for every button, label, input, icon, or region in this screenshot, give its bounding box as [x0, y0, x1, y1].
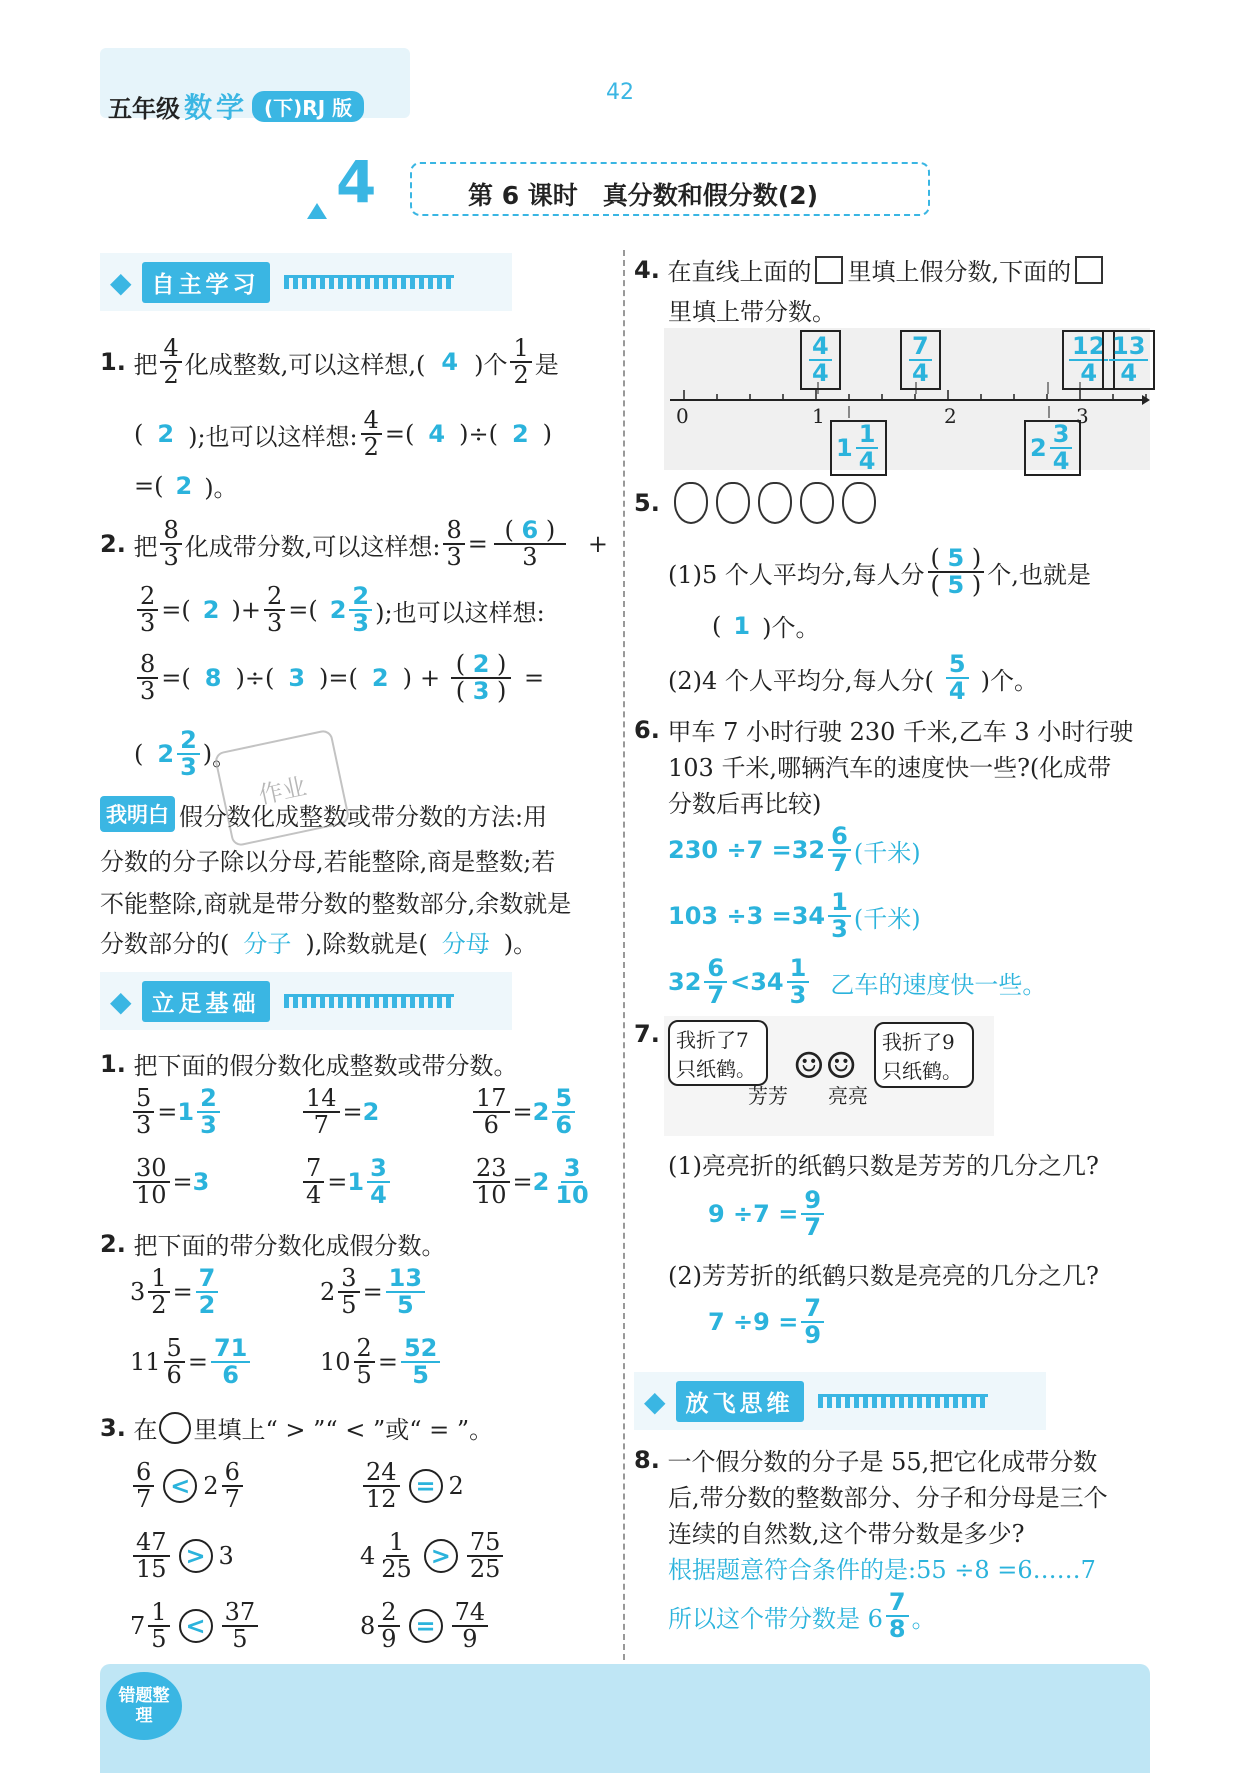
compare-circle[interactable]: = — [409, 1609, 443, 1643]
q8-line3: 连续的自然数,这个带分数是多少? — [668, 1520, 1025, 1548]
circle-placeholder — [159, 1412, 191, 1444]
error-review-badge: 错题整理 — [106, 1672, 182, 1740]
answer-box: $\frac{12}{4}$ — [1062, 330, 1115, 390]
speech-bubble-liangliang: 我折了9 只纸鹤。 — [874, 1022, 974, 1088]
tick-label: 0 — [676, 404, 689, 428]
compare-circle[interactable]: > — [179, 1539, 213, 1573]
tick-label: 2 — [944, 404, 957, 428]
b1-row2: $\frac{30}{10}$ = 3 $\frac{7}{4}$ = 1 $\frac{3}{4}$ $\frac{23}{10}$ = 2 $\frac{3}{10}$ — [130, 1156, 600, 1208]
q8-ans1: 根据题意符合条件的是:55 ÷8 =6……7 — [668, 1556, 1096, 1584]
q6-ans2: 103 ÷3 =34 $\frac{1}{3}$ (千米) — [668, 888, 921, 944]
b3-row2: $\frac{47}{15}$ > 3 4 $\frac{1}{25}$ > $\frac{75}{25}$ — [130, 1530, 506, 1582]
tip-line4: 分数部分的( 分子 ),除数就是( 分母 )。 — [100, 930, 538, 958]
q1-line2: ( 2 );也可以这样想: $\frac{4}{2}$ =( 4 )÷( 2 ) — [134, 406, 553, 462]
b1-title: 1. 把下面的假分数化成整数或带分数。 — [100, 1049, 518, 1080]
answer-box — [815, 256, 843, 284]
q6-line3: 分数后再比较) — [668, 790, 822, 818]
q8-line2: 后,带分数的整数部分、分子和分母是三个 — [668, 1484, 1108, 1512]
speech-bubble-fangfang: 我折了7 只纸鹤。 — [668, 1020, 768, 1086]
answer-box: 1 $\frac{1}{4}$ — [830, 420, 887, 476]
b2-row1: 3 $\frac{1}{2}$ = $\frac{7}{2}$ 2 $\frac{3}{5}$ = $\frac{13}{5}$ — [130, 1266, 428, 1318]
compare-circle[interactable]: > — [424, 1539, 458, 1573]
q7-ans2: 7 ÷9 = $\frac{7}{9}$ — [708, 1296, 827, 1348]
q5-pears: 5. — [634, 482, 884, 524]
answer-box: $\frac{4}{4}$ — [800, 330, 841, 390]
b2-title: 2. 把下面的带分数化成假分数。 — [100, 1229, 446, 1260]
q8-ans2: 所以这个带分数是 6 $\frac{7}{8}$ 。 — [668, 1588, 936, 1644]
tick-label: 3 — [1076, 404, 1089, 428]
q6-ans3: 32 $\frac{6}{7}$ <34 $\frac{1}{3}$ 乙车的速度快一些。 — [668, 954, 1047, 1010]
compare-circle[interactable]: < — [163, 1469, 197, 1503]
tip-line1: 我明白 假分数化成整数或带分数的方法:用 — [100, 796, 547, 832]
page-number: 42 — [606, 80, 634, 105]
tip-line3: 不能整除,商就是带分数的整数部分,余数就是 — [100, 890, 572, 918]
lesson-title: 第 6 课时 真分数和假分数(2) — [468, 181, 819, 210]
section-self-study: ◆ 自主学习 — [100, 253, 512, 311]
pear-icon — [674, 482, 708, 524]
pear-icon — [716, 482, 750, 524]
compare-circle[interactable]: < — [179, 1609, 213, 1643]
q2-line2: $\frac{2}{3}$ =( 2 )+ $\frac{2}{3}$ =( 2 $\frac{2}{3}$ );也可以这样想: — [134, 584, 545, 636]
pear-icon — [800, 482, 834, 524]
section-thinking: ◆ 放飞思维 — [634, 1372, 1046, 1430]
q6-ans1: 230 ÷7 =32 $\frac{6}{7}$ (千米) — [668, 822, 921, 878]
q2-line4: ( 2 $\frac{2}{3}$ ) 。 — [134, 726, 237, 782]
answer-box: 2 $\frac{3}{4}$ — [1024, 420, 1081, 476]
q7-number: 7. — [634, 1020, 660, 1048]
b1-row1: $\frac{5}{3}$ = 1 $\frac{2}{3}$ $\frac{14}{7}$ = 2 $\frac{17}{6}$ = 2 $\frac{5}{6}$ — [130, 1086, 600, 1138]
answer-box: $\frac{7}{4}$ — [900, 330, 941, 390]
column-divider — [623, 250, 625, 1660]
answer-box — [1075, 256, 1103, 284]
q1-line3: =( 2 )。 — [134, 471, 238, 502]
q5-line3: (2)4 个人平均分,每人分( $\frac{5}{4}$ )个。 — [668, 650, 1038, 706]
b3-row3: 7 $\frac{1}{5}$ < $\frac{37}{5}$ 8 $\frac{2}{9}$ = $\frac{74}{9}$ — [130, 1600, 491, 1652]
answer-box: $\frac{13}{4}$ — [1102, 330, 1155, 390]
b2-row2: 11 $\frac{5}{6}$ = $\frac{71}{6}$ 10 $\frac{2}{5}$ = $\frac{52}{5}$ — [130, 1336, 443, 1388]
q1-line1: 1. 把 $\frac{4}{2}$ 化成整数,可以这样想,( 4 )个 $\frac{1}{2}$ 是 — [100, 334, 559, 390]
q7-names: 芳芳 亮亮 — [748, 1084, 868, 1108]
q4-line2: 里填上带分数。 — [668, 298, 836, 326]
section-basics: ◆ 立足基础 — [100, 972, 512, 1030]
q4-line1: 4. 在直线上面的 里填上假分数,下面的 — [634, 252, 1107, 287]
tip-badge: 我明白 — [100, 796, 175, 832]
q6-line1: 6. 甲车 7 小时行驶 230 千米,乙车 3 小时行驶 — [634, 715, 1134, 746]
q2-line3: $\frac{8}{3}$ = ( 8 )÷( 3 )=( 2 ) + $\frac{( 2 )}{( 3 )}$ = — [134, 652, 544, 704]
unit-number: 4 — [336, 148, 377, 216]
error-review-area — [100, 1664, 1150, 1773]
pear-icon — [842, 482, 876, 524]
q8-line1: 8. 一个假分数的分子是 55,把它化成带分数 — [634, 1445, 1098, 1476]
q5-line1: (1)5 个人平均分,每人分 $\frac{( 5 )}{( 5 )}$ 个,也就是 — [668, 544, 1091, 600]
compare-circle[interactable]: = — [409, 1469, 443, 1503]
q7-sub2: (2)芳芳折的纸鹤只数是亮亮的几分之几? — [668, 1262, 1099, 1290]
q7-ans1: 9 ÷7 = $\frac{9}{7}$ — [708, 1188, 827, 1240]
bird-icon: ◆ — [644, 1384, 666, 1418]
bird-icon: ◆ — [110, 984, 132, 1018]
q2-line1: 2. 把 $\frac{8}{3}$ 化成带分数,可以这样想: $\frac{8}{3}$ = $\frac{( 6 )}{3}$ + — [100, 516, 608, 572]
pear-icon — [758, 482, 792, 524]
triangle-icon — [307, 203, 327, 219]
tip-line2: 分数的分子除以分母,若能整除,商是整数;若 — [100, 848, 556, 876]
q6-line2: 103 千米,哪辆汽车的速度快一些?(化成带 — [668, 754, 1112, 782]
b3-row1: $\frac{6}{7}$ < 2 $\frac{6}{7}$ $\frac{24}{12}$ = 2 — [130, 1460, 464, 1512]
grade-label: 五年级 数学 (下)RJ 版 — [108, 86, 364, 126]
bird-icon: ◆ — [110, 265, 132, 299]
tick-label: 1 — [812, 404, 825, 428]
q5-line2: ( 1 )个。 — [712, 611, 820, 642]
q7-sub1: (1)亮亮折的纸鹤只数是芳芳的几分之几? — [668, 1152, 1099, 1180]
kids-illustration: ☺☺ — [792, 1046, 858, 1087]
b3-title: 3. 在 里填上“ > ”“ < ”或“ = ”。 — [100, 1413, 494, 1444]
homework-stamp: 作业 — [213, 729, 350, 848]
